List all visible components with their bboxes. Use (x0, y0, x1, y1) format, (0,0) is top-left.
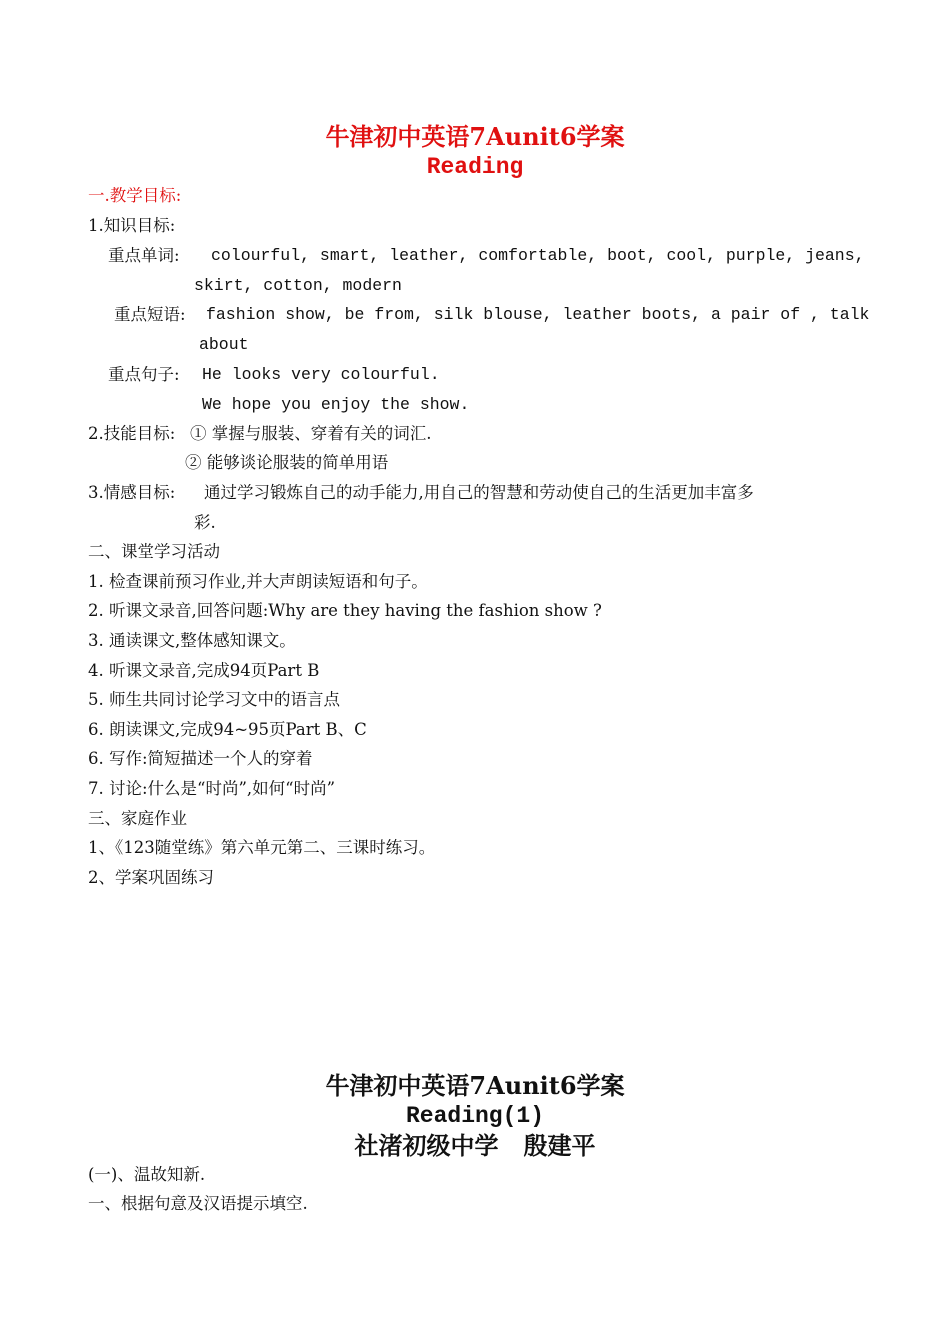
key-words-line2: skirt, cotton, modern (194, 276, 402, 295)
emotion-goal-label: 3.情感目标: (88, 483, 176, 502)
activity-item: 1. 检查课前预习作业,并大声朗读短语和句子。 (88, 572, 428, 591)
emotion-goal-line2: 彩. (194, 513, 216, 532)
fill-in-instruction: 一、根据句意及汉语提示填空. (88, 1194, 308, 1213)
section2-title: 牛津初中英语7Aunit6学案 (325, 1071, 625, 1100)
key-sentence-1: He looks very colourful. (202, 365, 440, 384)
page-title: 牛津初中英语7Aunit6学案 (325, 122, 625, 151)
homework-heading: 三、家庭作业 (88, 809, 187, 828)
key-phrases-line1: fashion show, be from, silk blouse, leather boots, a pair of , talk (206, 305, 870, 324)
key-phrases-line2: about (199, 335, 249, 354)
skill-goal-1: ① 掌握与服装、穿着有关的词汇. (190, 424, 432, 443)
activity-item: 6. 朗读课文,完成94~95页Part B、C (88, 720, 367, 739)
homework-item: 2、学案巩固练习 (88, 868, 214, 887)
activity-item: 6. 写作:简短描述一个人的穿着 (88, 749, 313, 768)
goals-heading: 一.教学目标: (88, 186, 182, 205)
activity-item: 4. 听课文录音,完成94页Part B (88, 661, 320, 680)
review-heading: (一)、温故知新. (88, 1165, 206, 1184)
activities-heading: 二、课堂学习活动 (88, 542, 220, 561)
key-words-label: 重点单词: (108, 246, 180, 265)
section2-subtitle: Reading(1) (405, 1103, 545, 1129)
key-words-line1: colourful, smart, leather, comfortable, boot, cool, purple, jeans, (211, 246, 865, 265)
key-sentences-label: 重点句子: (108, 365, 180, 384)
key-sentence-2: We hope you enjoy the show. (202, 395, 470, 414)
homework-item: 1、《123随堂练》第六单元第二、三课时练习。 (88, 838, 436, 857)
activity-item: 3. 通读课文,整体感知课文。 (88, 631, 296, 650)
page-subtitle: Reading (426, 154, 524, 180)
emotion-goal-line1: 通过学习锻炼自己的动手能力,用自己的智慧和劳动使自己的生活更加丰富多 (204, 483, 754, 502)
activity-item: 2. 听课文录音,回答问题:Why are they having the fashion show ? (88, 601, 602, 620)
activity-item: 5. 师生共同讨论学习文中的语言点 (88, 690, 340, 709)
activity-item: 7. 讨论:什么是“时尚”,如何“时尚” (88, 779, 336, 798)
key-phrases-label: 重点短语: (114, 305, 186, 324)
skill-goal-2: ② 能够谈论服装的简单用语 (185, 453, 389, 472)
skill-goal-label: 2.技能目标: (88, 424, 176, 443)
knowledge-goal-label: 1.知识目标: (88, 216, 176, 235)
section2-author: 社渚初级中学 殷建平 (354, 1131, 596, 1160)
